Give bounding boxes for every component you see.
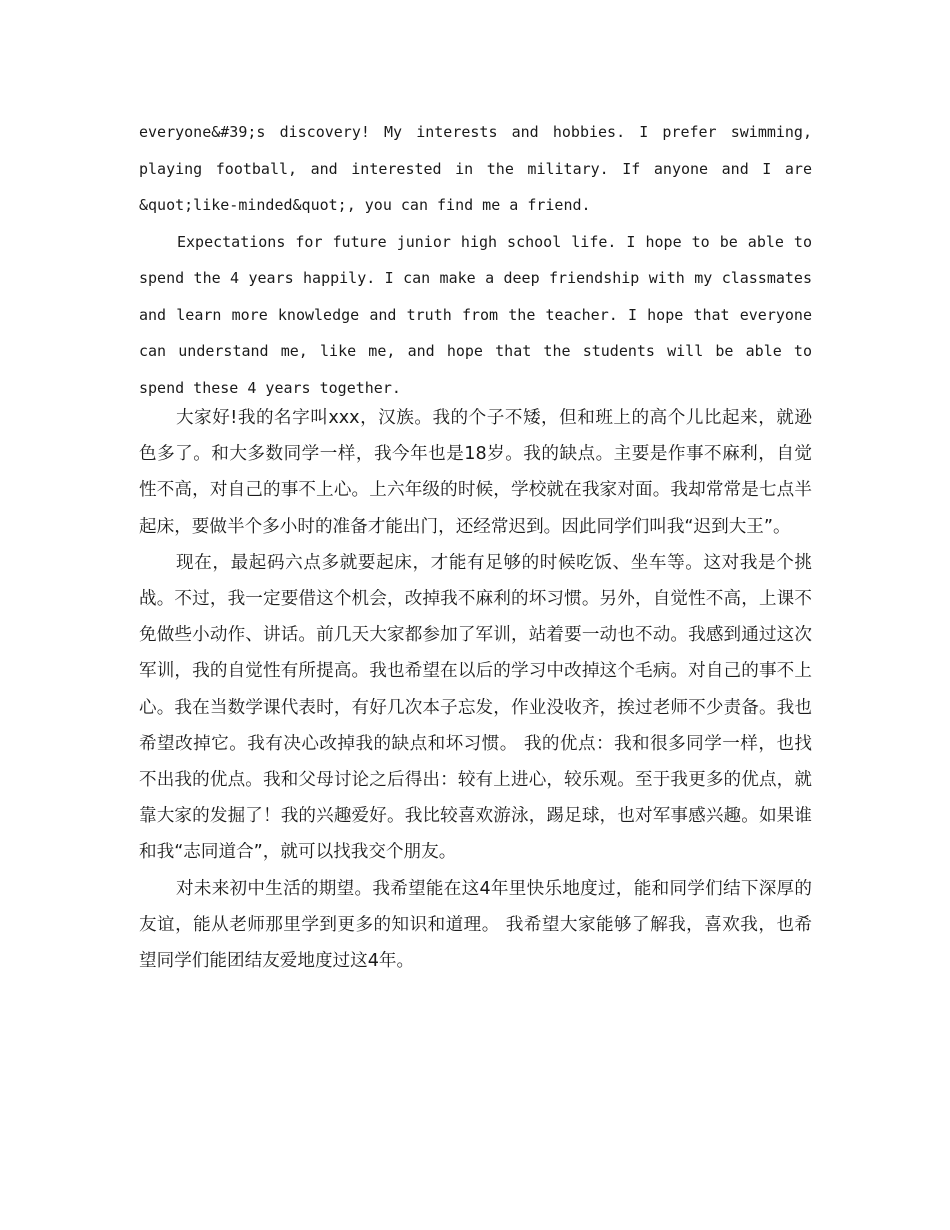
chinese-paragraph-introduction: 大家好!我的名字叫xxx，汉族。我的个子不矮，但和班上的高个儿比起来，就逊色多了。和大多数同学一样，我今年也是18岁。我的缺点。主要是作事不麻利，自觉性不高，对自己的事不上心。上六年级的时候，学校就在我家对面。我却常常是七点半起床，要做半个多小时的准备才能出门，还经常迟到。因此同学们叫我“迟到大王”。 [139, 408, 812, 537]
chinese-paragraph-habits: 现在，最起码六点多就要起床，才能有足够的时候吃饭、坐车等。这对我是个挑战。不过，我一定要借这个机会，改掉我不麻利的坏习惯。另外，自觉性不高，上课不免做些小动作、讲话。前几天大家都参加了军训，站着要一动也不动。我感到通过这次军训，我的自觉性有所提高。我也希望在以后的学习中改掉这个毛病。对自己的事不上心。我在当数学课代表时，有好几次本子忘发，作业没收齐，挨过老师不少责备。我也希望改掉它。我有决心改掉我的缺点和坏习惯。 我的优点：我和很多同学一样，也找不出我的优点。我和父母讨论之后得出：较有上进心，较乐观。至于我更多的优点，就靠大家的发掘了！我的兴趣爱好。我比较喜欢游泳，踢足球，也对军事感兴趣。如果谁和我“志同道合”，就可以找我交个朋友。 [139, 552, 812, 863]
english-paragraph-hobbies: everyone&#39;s discovery! My interests and hobbies. I prefer swimming, playing football, and interested in the military. If anyone and I are &quot;like-minded&quot;, you can find me a friend. [139, 123, 812, 214]
english-paragraph-expectations: Expectations for future junior high school life. I hope to be able to spend the 4 years happily. I can make a deep friendship with my classmates and learn more knowledge and truth from the teacher. I hope that everyone can understand me, like me, and hope that the students will be able to spend these 4 years together. [139, 232, 812, 397]
chinese-text-section [139, 400, 812, 979]
chinese-paragraph-expectations: 对未来初中生活的期望。我希望能在这4年里快乐地度过，能和同学们结下深厚的友谊，能从老师那里学到更多的知识和道理。 我希望大家能够了解我，喜欢我，也希望同学们能团结友爱地度过这4年。 [139, 878, 812, 972]
english-text-section [139, 114, 812, 406]
